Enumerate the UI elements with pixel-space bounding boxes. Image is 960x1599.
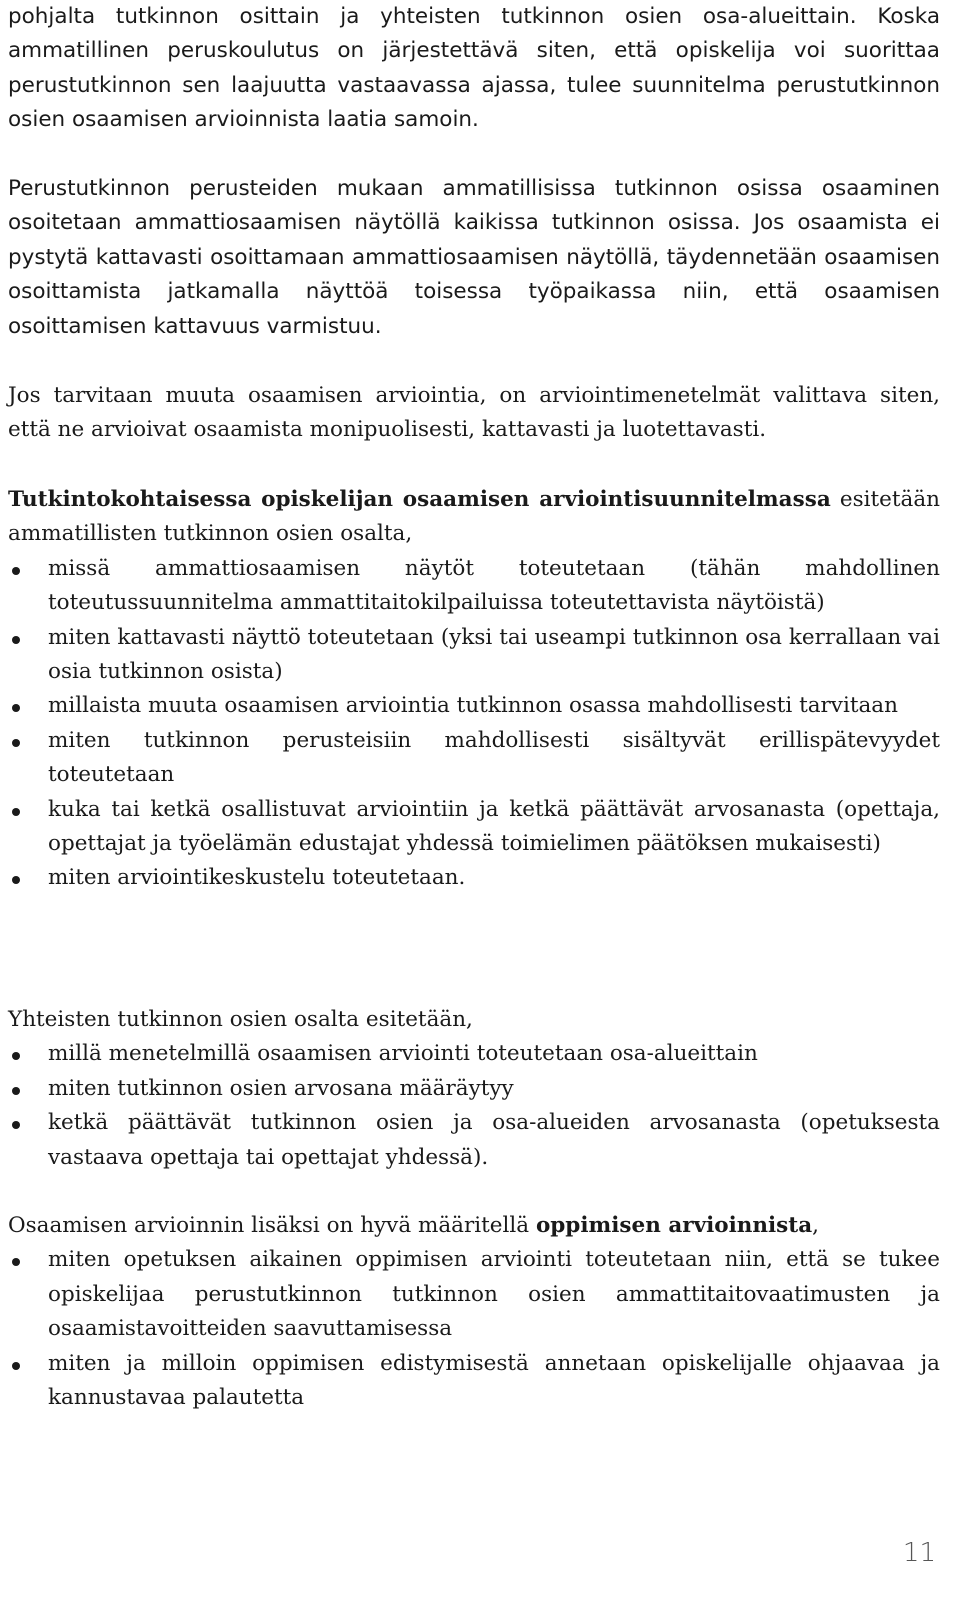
section-common-parts-intro: Yhteisten tutkinnon osien osalta esitetään, xyxy=(8,1007,473,1032)
page-number: 11 xyxy=(902,1538,936,1568)
paragraph-skills-demonstration: Perustutkinnon perusteiden mukaan ammatillisissa tutkinnon osissa osaaminen osoitetaan ammattiosaamisen näytöllä kaikissa tutkinnon osissa. Jos osaamista ei pystytä kattavasti osoittamaan ammattiosaamisen näytöllä, täydennetään osaamisen osoittamista jatkamalla näyttöä toisessa työpaikassa niin, että osaamisen osoittamisen kattavuus varmistuu. xyxy=(8,176,940,339)
intro-text: Osaamisen arvioinnin lisäksi on hyvä määritellä xyxy=(8,1213,536,1238)
section-assessment-plan xyxy=(8,483,940,896)
section-common-parts xyxy=(8,1003,940,1175)
paragraph-assessment-plan-basis: pohjalta tutkinnon osittain ja yhteisten tutkinnon osien osa-alueittain. Koska ammatillinen peruskoulutus on järjestettävä siten, että opiskelija voi suorittaa perustutkinnon sen laajuutta vastaavassa ajassa, tulee suunnitelma perustutkinnon osien osaamisen arvioinnista laatia samoin. xyxy=(8,4,940,133)
section-assessment-plan-intro xyxy=(8,483,940,552)
list-item: millaista muuta osaamisen arviointia tutkinnon osassa mahdollisesti tarvitaan xyxy=(8,689,940,723)
bold-heading-phrase: oppimisen arvioinnista xyxy=(535,1213,813,1238)
list-item: miten tutkinnon osien arvosana määräytyy xyxy=(8,1072,940,1106)
list-item: miten ja milloin oppimisen edistymisestä annetaan opiskelijalle ohjaavaa ja kannustavaa palautetta xyxy=(8,1347,940,1416)
intro-text: esitetään ammatillisten tutkinnon osien osalta, xyxy=(8,487,940,547)
intro-punctuation: , xyxy=(812,1213,819,1238)
list-item: miten tutkinnon perusteisiin mahdollisesti sisältyvät erillispätevyydet toteutetaan xyxy=(8,724,940,793)
bullet-list-assessment-plan xyxy=(8,552,940,896)
bullet-list-learning-assessment xyxy=(8,1243,940,1415)
section-learning-assessment xyxy=(8,1209,940,1415)
paragraph-other-assessment: Jos tarvitaan muuta osaamisen arviointia, on arviointimenetelmät valittava siten, että ne arvioivat osaamista monipuolisesti, kattavasti ja luotettavasti. xyxy=(8,383,940,443)
list-item: millä menetelmillä osaamisen arviointi toteutetaan osa-alueittain xyxy=(8,1037,940,1071)
list-item: miten arviointikeskustelu toteutetaan. xyxy=(8,861,940,895)
list-item: miten opetuksen aikainen oppimisen arviointi toteutetaan niin, että se tukee opiskelijaa perustutkinnon tutkinnon osien ammattitaitovaatimusten ja osaamistavoitteiden saavuttamisessa xyxy=(8,1243,940,1346)
list-item: kuka tai ketkä osallistuvat arviointiin ja ketkä päättävät arvosanasta (opettaja, opettajat ja työelämän edustajat yhdessä toimielimen päätöksen mukaisesti) xyxy=(8,793,940,862)
list-item: ketkä päättävät tutkinnon osien ja osa-alueiden arvosanasta (opetuksesta vastaava opettaja tai opettajat yhdessä). xyxy=(8,1106,940,1175)
bold-heading-phrase: Tutkintokohtaisessa opiskelijan osaamisen arviointisuunnitelmassa xyxy=(8,487,831,512)
bullet-list-common-parts xyxy=(8,1037,940,1175)
list-item: miten kattavasti näyttö toteutetaan (yksi tai useampi tutkinnon osa kerrallaan vai osia tutkinnon osista) xyxy=(8,621,940,690)
list-item: missä ammattiosaamisen näytöt toteutetaan (tähän mahdollinen toteutussuunnitelma ammattitaitokilpailuissa toteutettavista näytöistä) xyxy=(8,552,940,621)
section-learning-assessment-intro xyxy=(8,1209,940,1243)
